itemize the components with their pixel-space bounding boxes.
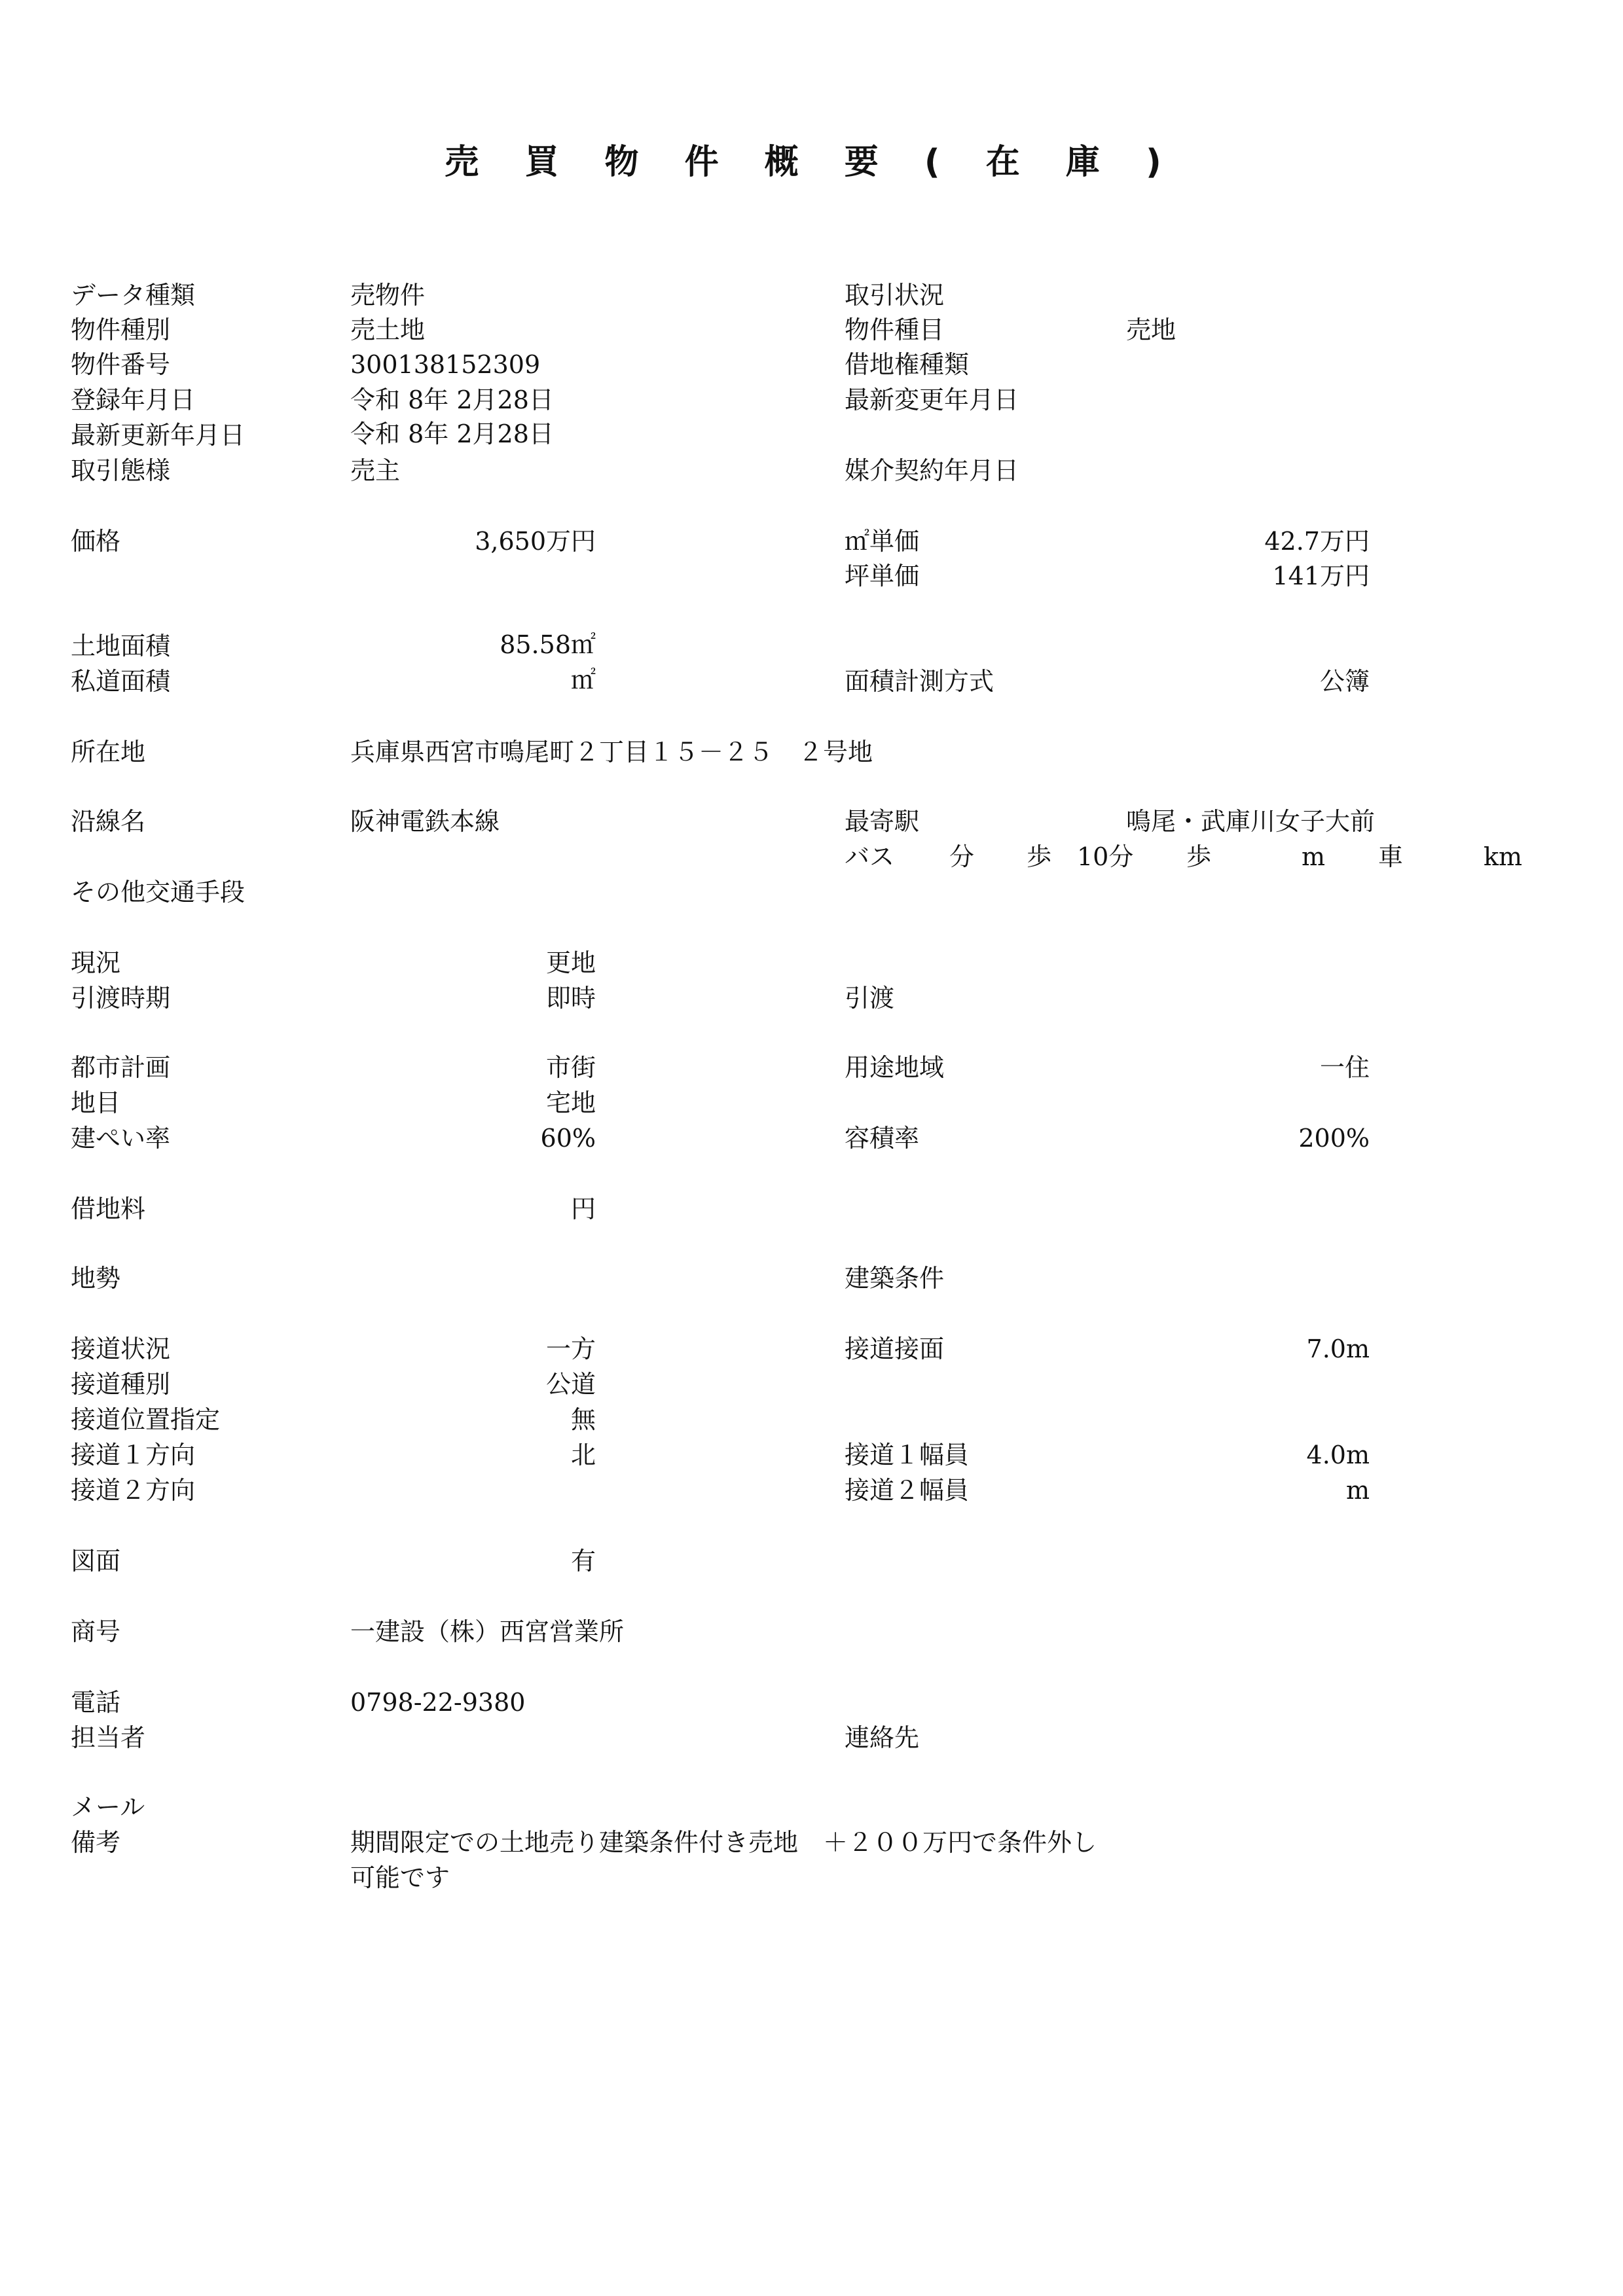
- bus-label: バス: [845, 842, 895, 871]
- area-method-label: 面積計測方式: [845, 667, 994, 696]
- line-value: 阪神電鉄本線: [350, 807, 500, 836]
- bus-minutes-unit: 分: [949, 842, 975, 871]
- road2-width-value: m: [1345, 1476, 1370, 1505]
- handover-time-value: 即時: [545, 984, 596, 1013]
- road2-direction-label: 接道２方向: [71, 1476, 196, 1505]
- walk-label: 歩: [1027, 842, 1052, 871]
- sqm-price-label: ㎡単価: [845, 527, 920, 556]
- road-designated-value: 無: [570, 1405, 596, 1434]
- contact-label: 連絡先: [845, 1723, 920, 1752]
- land-category-value: 宅地: [545, 1088, 596, 1117]
- private-road-value: ㎡: [570, 666, 596, 694]
- remarks-label: 備考: [71, 1828, 121, 1857]
- company-label: 商号: [71, 1617, 121, 1646]
- road1-direction-value: 北: [570, 1441, 596, 1469]
- property-item-label: 物件種目: [845, 315, 945, 344]
- latest-change-label: 最新変更年月日: [845, 386, 1019, 414]
- drawing-value: 有: [570, 1547, 596, 1575]
- location-label: 所在地: [71, 738, 146, 766]
- handover-label: 引渡: [845, 984, 895, 1013]
- document-title: 売 買 物 件 概 要 ( 在 庫 ): [445, 143, 1178, 182]
- road1-width-label: 接道１幅員: [845, 1441, 970, 1469]
- current-state-value: 更地: [545, 948, 596, 977]
- property-no-value: 300138152309: [350, 350, 541, 379]
- walk-label-2: 歩: [1186, 842, 1212, 871]
- road1-direction-label: 接道１方向: [71, 1441, 196, 1469]
- person-label: 担当者: [71, 1723, 146, 1752]
- road-type-value: 公道: [545, 1370, 596, 1399]
- car-label: 車: [1378, 842, 1404, 871]
- road2-width-label: 接道２幅員: [845, 1476, 970, 1505]
- property-item-value: 売地: [1126, 315, 1176, 344]
- meter-unit: m: [1302, 842, 1326, 871]
- floor-ratio-label: 容積率: [845, 1124, 920, 1153]
- road-frontage-label: 接道接面: [845, 1335, 945, 1363]
- other-transport-label: その他交通手段: [71, 878, 246, 906]
- km-unit: km: [1484, 842, 1523, 871]
- area-method-value: 公簿: [1319, 667, 1370, 696]
- price-label: 価格: [71, 527, 121, 556]
- remarks-line-2: 可能です: [350, 1863, 450, 1892]
- private-road-label: 私道面積: [71, 667, 171, 696]
- road-designated-label: 接道位置指定: [71, 1405, 221, 1434]
- road1-width-value: 4.0m: [1306, 1441, 1370, 1469]
- sqm-price-value: 42.7万円: [1264, 527, 1370, 556]
- land-category-label: 地目: [71, 1088, 121, 1117]
- station-label: 最寄駅: [845, 807, 920, 836]
- current-state-label: 現況: [71, 948, 121, 977]
- registered-date-value: 令和 8年 2月28日: [350, 386, 554, 414]
- coverage-label: 建ぺい率: [71, 1124, 171, 1153]
- tsubo-price-value: 141万円: [1272, 562, 1370, 590]
- location-value: 兵庫県西宮市鳴尾町２丁目１５－２５ ２号地: [350, 738, 873, 766]
- leasehold-type-label: 借地権種類: [845, 350, 970, 379]
- floor-ratio-value: 200%: [1298, 1124, 1370, 1153]
- road-status-value: 一方: [545, 1335, 596, 1363]
- registered-date-label: 登録年月日: [71, 386, 196, 414]
- use-zone-label: 用途地域: [845, 1053, 945, 1082]
- price-value: 3,650万円: [475, 527, 596, 556]
- property-kind-value: 売土地: [350, 315, 426, 344]
- city-plan-label: 都市計画: [71, 1053, 171, 1082]
- ground-rent-value: 円: [570, 1194, 596, 1223]
- latest-update-label: 最新更新年月日: [71, 421, 246, 450]
- road-status-label: 接道状況: [71, 1335, 171, 1363]
- station-value: 鳴尾・武庫川女子大前: [1126, 807, 1376, 836]
- phone-label: 電話: [71, 1688, 121, 1717]
- property-no-label: 物件番号: [71, 350, 171, 379]
- use-zone-value: 一住: [1319, 1053, 1370, 1082]
- terrain-label: 地勢: [71, 1264, 121, 1293]
- mail-label: メール: [71, 1793, 145, 1821]
- phone-value: 0798-22-9380: [350, 1688, 526, 1717]
- deal-mode-value: 売主: [350, 456, 401, 485]
- deal-status-label: 取引状況: [845, 281, 945, 310]
- build-condition-label: 建築条件: [845, 1264, 945, 1293]
- data-type-value: 売物件: [350, 281, 426, 310]
- deal-mode-label: 取引態様: [71, 456, 171, 485]
- remarks-line-1: 期間限定での土地売り建築条件付き売地 ＋２００万円で条件外し: [350, 1828, 1097, 1857]
- land-area-value: 85.58㎡: [500, 630, 596, 659]
- ground-rent-label: 借地料: [71, 1194, 146, 1223]
- latest-update-value: 令和 8年 2月28日: [350, 420, 554, 448]
- line-label: 沿線名: [71, 807, 146, 836]
- drawing-label: 図面: [71, 1547, 121, 1575]
- handover-time-label: 引渡時期: [71, 984, 171, 1013]
- land-area-label: 土地面積: [71, 632, 171, 660]
- city-plan-value: 市街: [545, 1053, 596, 1082]
- data-type-label: データ種類: [71, 281, 196, 310]
- walk-minutes: 10分: [1077, 842, 1134, 871]
- company-value: 一建設（株）西宮営業所: [350, 1617, 625, 1646]
- coverage-value: 60%: [540, 1124, 596, 1153]
- agency-date-label: 媒介契約年月日: [845, 456, 1019, 485]
- tsubo-price-label: 坪単価: [845, 562, 920, 590]
- property-kind-label: 物件種別: [71, 315, 171, 344]
- road-frontage-value: 7.0m: [1306, 1335, 1370, 1363]
- road-type-label: 接道種別: [71, 1370, 171, 1399]
